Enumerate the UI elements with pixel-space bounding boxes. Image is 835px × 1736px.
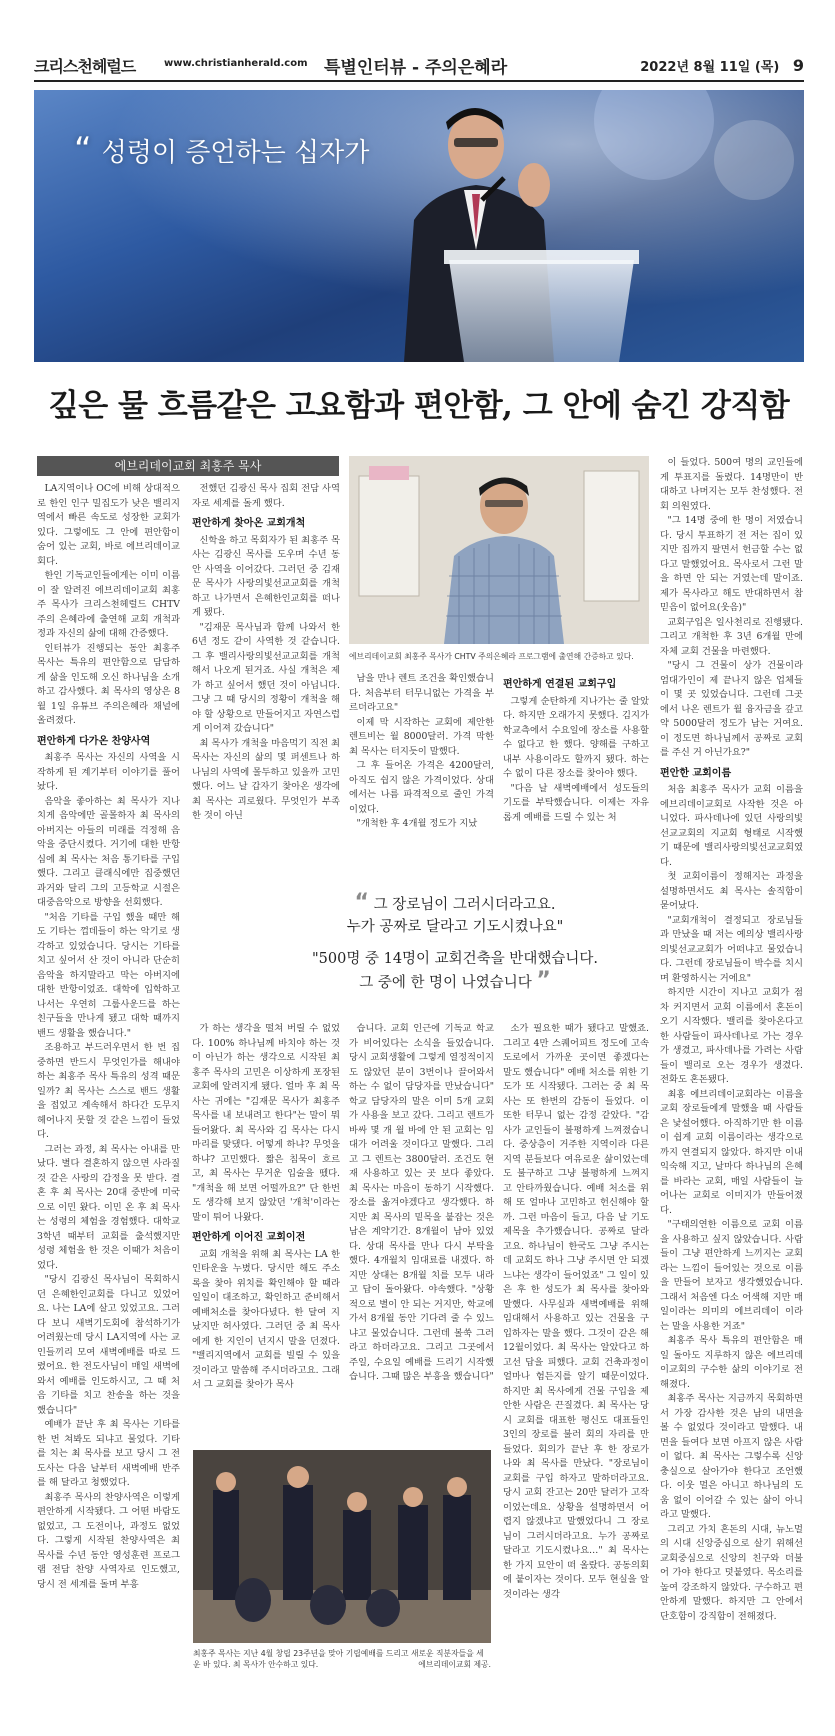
issue-date-text: 2022년 8월 11일 (목) (640, 60, 780, 75)
paragraph: 이 들었다. 500여 명의 교인들에게 투표지를 돌렸다. 14명만이 반대하고 나머지는 모두 찬성했다. 전 회 의원였다. (660, 457, 803, 512)
pull-quote-line-4: 그 중에 한 명이 나였습니다 ” (359, 968, 551, 993)
hero-quote-text: 성령이 증언하는 십자가 (101, 138, 370, 168)
hero-quote (74, 130, 369, 170)
ordination-photo-art (193, 1450, 491, 1643)
interview-photo (349, 456, 649, 644)
paragraph: 최 목사가 개척을 마음먹기 직전 최 목사는 자신의 삶의 몇 퍼센트나 하나님의 사역에 몰두하고 있을까 고민했다. 어느 날 갑자기 찾아온 생각에 최 목사는 괴로웠다. 무엇인가 부족한 것이 아닌 (192, 737, 340, 821)
paragraph: 최홍주 목사 특유의 편안함은 매일 돌아도 지루하지 않은 에브리데이교회의 구수한 삶의 이야기로 전해졌다. (660, 1335, 803, 1390)
photo1-caption: 에브리데이교회 최홍주 목사가 CHTV 주의은혜라 프로그램에 출연해 간증하고 있다. (349, 652, 634, 661)
pull-quote-line-2: 누가 공짜로 달라고 기도시켰나요" (346, 919, 564, 935)
paragraph: 음악을 좋아하는 최 목사가 지나치게 음악에만 골몰하자 최 목사의 아버지는 아들의 미래를 걱정해 음악을 중단시켰다. 거기에 대한 반항심에 최 목사는 처음 통기타를 구입했다. 그리고 클래식에만 집중했던 과거와 달리 그의 고등학교 시절은 대중음악으로 방향을 선회했다. (37, 795, 180, 908)
photo2-credit: 에브리데이교회 제공. (418, 1660, 491, 1669)
paragraph: 소가 필요한 때가 됐다고 말했죠. 그리고 4만 스퀘어피트 정도에 고속도로에서 가까운 곳이면 좋겠다는 말도 했습니다" 예배 처소를 위한 기도가 또 시작됐다. 그러는 중 최 목사는 또 한번의 감동이 들었다. 이 또한 터무니 없는 감정 같았다. "감사가 교인들이 불평하게 느껴졌습니다. 중상층이 거주한 지역이라 다른 지역 분들보다 여유로운 삶이었는데도 불구하고 그냥 불평하게 느껴지고 안타까웠습니다. 예배 처소를 위해 또 얼마나 고민하고 헌신해야 할까. 그런 마음이 들고, 다음 날 기도제목을 추가했습니다. 공짜로 달라고요. 하나님이 한국도 그냥 주시는데 교회도 하나 그냥 주시면 안 되겠느냐는 생각이 들어었죠" 그 일이 있은 후 한 성도가 최 목사를 찾아와 말했다. 사무실과 새벽예배를 위해 임대해서 사용하고 있는 건물을 구입하자는 말을 했다. 그것이 같은 해 12월이었다. 최 목사는 알았다고 하고선 답을 피했다. 교회 건축과정이 얼마나 험든지를 알기 때문이었다. 하지만 최 목사에게 건물 구입을 제안한 사람은 끈질겼다. 최 목사는 당시 교회를 대표한 평신도 대표들인 3인의 장로를 불러 회의 자리를 만들었다. 회의가 끝난 후 한 장로가 나와 최 목사를 만났다. "장로님이 교회를 구입 하자고 말하더라고요. 당시 교회 잔고는 20만 달러가 고작이었는데요. 상황을 설명하면서 어렵지 않겠냐고 말했었다니 그 장로님이 그러시더라고요. 누가 공짜로 달라고 기도시켰나요…" 최 목사는 한 가지 묘안이 떠 올랐다. 공동의회에 붙이자는 것이다. 모두 현실을 알 것이라는 생각 (503, 1023, 649, 1600)
paragraph: 그 후 들어온 가격은 4200달러, 아직도 쉽지 않은 가격이었다. 상대에서는 나름 파격적으로 줄인 가격이었다. (349, 760, 494, 815)
subheading: 편안하게 연결된 교회구입 (503, 679, 617, 690)
article-column-2-lower (192, 1022, 340, 1442)
open-quote-icon: “ (354, 890, 369, 915)
pull-quote (270, 892, 640, 1007)
article-column-4-upper (503, 672, 649, 872)
masthead (34, 50, 804, 82)
subheading: 편안한 교회이름 (660, 767, 732, 779)
paragraph: 한인 기독교인들에게는 이미 이름이 잘 알려진 에브리데이교회 최홍주 목사가 크리스천헤럴드 CHTV 주의 은혜라에 출연해 교회 개척과정과 자신의 삶에 대해 간증했다. (37, 570, 180, 639)
paragraph: 하지만 시간이 지나고 교회가 점차 커지면서 교회 이름에서 혼돈이 오기 시작했다. 밸리를 찾아온다고 한 사람들이 파사데나로 가는 경우가 생겼고, 파사데나를 가려는 사람들이 밸리로 오는 경우가 생겼다. 전화도 혼돈됐다. (660, 987, 803, 1085)
issue-date (640, 56, 804, 75)
paragraph: 그리고 가치 혼돈의 시대, 뉴노멀의 시대 신앙중심으로 살기 위해선 교회중심으로 신앙의 친구와 더불어 가야 한다고 덧붙였다. 목소리를 높여 강조하지 않았다. 구수하고 편안하게 말했다. 하지만 그 안에서 단호함이 강직함이 전해졌다. (660, 1523, 803, 1622)
paragraph: "김재문 목사님과 함께 나와서 한 6년 정도 같이 사역한 것 같습니다. 그 후 밸리사랑의빛선교교회를 개척해서 나오게 된거죠. 사실 개척은 제가 하고 싶어서 했던 것이 아닙니다. 그냥 그 때 당시의 정황이 개척을 해야 할 상황으로 만들어지고 자연스럽게 이어져 갔습니다" (192, 621, 340, 734)
paragraph: 최홍 에브리데이교회라는 이름을 교회 장로들에게 말했을 때 사람들은 낯설어했다. 아직하기만 한 이름이 쉽게 교회 이름이라는 생각으로까지 연결되지 않았다. 하지만 이내 익숙해 지고, 날마다 하나님의 은혜를 바라는 교회, 매일 사람들이 늘어나는 교회로 이미지가 만들어졌다. (660, 1088, 803, 1216)
paragraph: "당시 그 건물이 상가 건물이라 엄대가인이 제 끝나지 않은 업체들이 몇 곳 있었습니다. 그런데 그곳에서 나온 렌트가 월 융자금을 갚고 약 5000달러 정도가 남는 거여요. 이 정도면 하나님께서 공짜로 교회를 주신 거 아닌가요?" (660, 660, 803, 758)
paragraph: "다음 날 새벽예배에서 성도들의 기도를 부탁했습니다. 이제는 자유롭게 예배를 드릴 수 있는 처 (503, 782, 649, 823)
interview-photo-art (349, 456, 649, 644)
paragraph: 그렇게 순탄하게 지나가는 줄 알았다. 하지만 오래가지 못했다. 김지가 학교측에서 수요일에 장소를 사용할 수 없다고 한 했다. 양해를 구하고 내부 사용이라도 할까지 됐다. 하는 수 없이 다른 장소를 찾아야 했다. (503, 695, 649, 779)
paragraph: 최홍주 목사의 찬양사역은 이렇게 편안하게 시작됐다. 그 어떤 바람도 없었고, 그 도전이나, 과정도 없었다. 그렇게 시작된 찬양사역은 최 목사를 수년 동안 영성훈련 프로그램 전담 찬양 사역자로 인도했고, 당시 전 세계를 돌며 부흥 (37, 1491, 180, 1590)
hero-photo (34, 90, 804, 362)
paragraph: 전했던 김광신 목사 집회 전담 사역자로 세계를 돌게 했다. (192, 483, 340, 509)
photo2-caption (193, 1648, 491, 1670)
paragraph: 최홍주 목사는 자신의 사역을 시작하게 된 계기부터 이야기를 풀어놨다. (37, 752, 180, 792)
paragraph: 조용하고 부드러우면서 한 번 집중하면 반드시 무엇인가를 해내야 하는 최홍주 목사 특유의 성격 때문일까? 최 목사는 스스로 밴드 생활을 접었고 계속해서 하다간 도무지 헤어나지 못할 것 같은 느낌이 들었다. (37, 1042, 180, 1140)
article-column-5 (660, 456, 803, 1661)
paragraph: "구태의연한 이름으로 교회 이름을 사용하고 싶지 않았습니다. 사람들이 그냥 편안하게 느끼지는 교회라는 느낌이 들어있는 것으로 이름을 만들어 보자고 생각했었습니다. 그래서 처음엔 다소 어색해 지만 매일이라는 의미의 에브리데이 이라는 말을 사용한 거죠" (660, 1219, 803, 1332)
paragraph: 첫 교회이름이 정해지는 과정을 설명하면서도 최 목사는 솔직함이 묻어났다. (660, 871, 803, 911)
subheading: 편안하게 이어진 교회이전 (192, 1232, 306, 1243)
newspaper-url[interactable]: www.christianherald.com (164, 58, 308, 69)
paragraph: 이제 막 시작하는 교회에 제안한 렌트비는 월 8000달러. 가격 막한 최 목사는 터지듯이 말했다. (349, 716, 494, 757)
paragraph: 그러는 과정, 최 목사는 아내를 만났다. 별다 결혼하지 않으면 사라질 것 같은 사랑의 감정을 못 받다. 결혼 후 최 목사는 20대 중반에 미국으로 이민 왔다. 이민 온 후 최 목사는 성령의 체험을 경험했다. 대학교 3학년 때부터 교회를 출석했지만 성령 체험을 한 것은 이때가 처음이었다. (37, 1143, 180, 1271)
paragraph: "개척한 후 4개월 정도가 지났 (356, 818, 478, 829)
article-headline: 깊은 물 흐름같은 고요함과 편안함, 그 안에 숨긴 강직함 (48, 388, 790, 424)
subheading: 편안하게 찾아온 교회개척 (192, 518, 306, 529)
article-column-2-upper (192, 482, 340, 874)
pull-quote-line-3: "500명 중 14명이 교회건축을 반대했습니다. (312, 951, 598, 967)
paragraph: 교회 개척을 위해 최 목사는 LA 한인타운을 누볐다. 당시만 해도 주소록을 찾아 위치를 확인해야 할 때라 일일이 대조하고, 확인하고 준비해서 예배처소를 찾아다녔다. 한 달여 지났지만 허사였다. 그러던 중 최 목사에게 한 지인이 넌지시 말을 던졌다. "밸리지역에서 교회를 빌릴 수 있을 것이라고 말씀해 주시더라고요. 그래서 그 교회를 찾아가 목사 (192, 1248, 340, 1390)
photo2-caption-text: 최홍주 목사는 지난 4월 창립 23주년을 맞아 기립예배를 드리고 새로운 직분자들을 세운 바 있다. 최 목사가 안수하고 있다. (193, 1649, 484, 1669)
paragraph: "그 14명 중에 한 명이 저였습니다. 당시 투표하기 전 저는 집이 있지만 집까지 팔면서 헌금할 수는 없다고 말했었어요. 목사로서 그런 말을 하면 안 되는 거였는데 말이죠. 제가 목사라고 해도 반대하면서 참 믿음이 없어요(웃음)" (660, 515, 803, 613)
paragraph: "당시 김광신 목사님이 목회하시던 은혜한인교회를 다니고 있었어요. 나는 LA에 살고 있었고요. 그러다 보니 새벽기도회에 참석하기가 어려웠는데 당시 LA지역에 사는 교인들끼리 모여 새벽예배를 따로 드렸어요. 한 전도사님이 매일 새벽에 와서 예배를 인도하시고, 그 때 처음 기타를 치고 찬송을 하는 것을 했습니다" (37, 1274, 180, 1416)
ordination-photo (193, 1450, 491, 1643)
newspaper-brand: 크리스천헤럴드 (34, 57, 136, 76)
article-column-3-upper (349, 672, 494, 872)
paragraph: 처음 최홍주 목사가 교회 이름을 에브리데이교회로 사작한 것은 아니었다. 파사데나에 있던 사랑의빛선교교회의 지교회 형태로 시작했기 때문에 밸리사랑의빛선교교회였다. (660, 784, 803, 868)
article-column-3-lower (349, 1022, 494, 1442)
paragraph: 가 하는 생각을 떨쳐 버릴 수 없었다. 100% 하나님께 바치야 하는 것이 아닌가 하는 생각으로 시작된 최홍주 목사의 고민은 이상하게 포장된 교회에 알려지게 됐다. 얼마 후 최 목사는 귀에는 "김재문 목사가 최홍주 목사를 내 보내려고 한다"는 말이 뭐 들어왔다. 최 목사와 김 목사는 다시 마리를 맞댔다. 어떻게 하냐? 무엇을 하냐? 고민했다. 짧은 침묵이 흐르고, 최 목사는 무거운 입술을 뗐다. "개척을 해 보면 어떨까요?" 단 한번도 생각해 보지 않았던 '개척'이라는 말이 튀어 나왔다. (192, 1023, 340, 1223)
subheading: 편안하게 다가온 찬양사역 (37, 735, 151, 747)
section-title: 특별인터뷰 - 주의은혜라 (324, 58, 508, 78)
close-quote-icon: ” (536, 968, 551, 993)
paragraph: 신학을 하고 목회자가 된 최홍주 목사는 김광신 목사를 도우며 수년 동안 사역을 이어갔다. 그러던 중 김재문 목사가 사랑의빛선교교회를 개척하고 나가면서 은혜한인교회를 떠나게 됐다. (192, 534, 340, 618)
article-column-4-lower (503, 1022, 649, 1660)
paragraph: 인터뷰가 진행되는 동안 최홍주 목사는 특유의 편안함으로 담담하게 삶을 인도해 오신 하나님을 소개하고 감사했다. 최 목사의 영상은 8월 1일 유튜브 주의은혜라 채널에 올려졌다. (37, 642, 180, 726)
paragraph: 최홍주 목사는 지금까지 목회하면서 가장 감사한 것은 남의 내면을 볼 수 없었다 것이라고 말했다. 내면을 들여다 보면 아프지 않은 사람이 없다. 최 목사는 그렇수록 신앙충실으로 살아가야 한다고 조언했다. 이웃 멀은 아니고 하나님의 도움 없이 이어갈 수 있는 삶이 아니라고 말했다. (660, 1393, 803, 1520)
byline: 에브리데이교회 최홍주 목사 (37, 456, 339, 476)
paragraph: 습니다. 교회 인근에 기독교 학교가 비어있다는 소식을 들었습니다. 당시 교회생활에 그렇게 열정적이지도 않았던 분이 3번이나 끌어와서 하는 수 없이 담당자를 만났습니다" 학교 담당자의 말은 이미 5개 교회가 사용을 보고 갔다. 그리고 렌트가 바싸 몇 개 월 바에 안 된 교회는 임대가 어려울 것이다고 말했다. 그리고 그 렌트는 3800달러. 조건도 현재 사용하고 있는 곳 보다 좋았다. 최 목사는 마음이 동하기 시작했다. 장소를 옮겨야겠다고 생각했다. 하지만 최 목사의 밑목을 붙잡는 것은 남은 계약기간. 8개월이 남아 있었다. 상대 목사를 만나 다시 부탁을 했다. 4개월치 임대료를 내겠다. 하지만 상대는 8개월 치를 모두 내라고 답이 돌아왔다. 야속했다. "상황적으로 별이 안 되는 거지만, 학교에 가서 8개월 동안 기다려 줄 수 있느냐고 물었습니다. 그런데 볼쑥 그러라고 하더라고요. 그리고 그곳에서 주일, 수요일 예배를 드리기 시작했습니다. 그때 많은 부흥을 했습니다" (349, 1023, 494, 1382)
paragraph: "교회개척이 결정되고 장로님들과 만났을 때 저는 예의상 밸리사랑의빛선교교회가 어떠냐고 물었습니다. 그런데 장로님들이 박수를 치시며 환영하시는 거에요" (660, 914, 803, 984)
pull-quote-line-1: “ 그 장로님이 그러시더라고요. (354, 890, 556, 915)
paragraph: 남을 만나 렌트 조건을 확인했습니다. 처음부터 터무니없는 가격을 부르더라고요" (349, 673, 494, 713)
page-number: 9 (792, 56, 804, 75)
article-column-1 (37, 482, 180, 1662)
paragraph: LA지역이나 OC에 비해 상대적으로 한인 인구 밀집도가 낮은 밸리지역에서 빠른 속도로 성장한 교회가 있다. 그렇에도 그 안에 편안함이 숨어 있는 교회, 바로 에브리데이교회다. (37, 483, 180, 567)
paragraph: 예배가 끝난 후 최 목사는 기타를 한 번 쳐봐도 되냐고 물었다. 기타를 치는 최 목사를 보고 당시 그 전도사는 다음 날부터 새벽예배 반주를 해 달라고 청했었다. (37, 1419, 180, 1488)
paragraph: "처음 기타를 구입 했을 때만 해도 기타는 껍데들이 하는 악기로 생각하고 있었습니다. 당시는 기타를 치고 싶어서 산 것이 아니라 단순히 음악을 하지말라고 막는 아버지에 대한 반항이었죠. 대학에 입학하고 나서는 우연히 그룹사운드를 하는 친구들을 만나게 됐고 대학 때까지 밴드 생활을 했습니다." (37, 911, 180, 1039)
paragraph: 교회구입은 일사천리로 진행됐다. 그리고 개척한 후 3년 6개월 만에 자체 교회 건물을 마련했다. (660, 616, 803, 657)
quote-mark-icon: “ (74, 130, 92, 170)
